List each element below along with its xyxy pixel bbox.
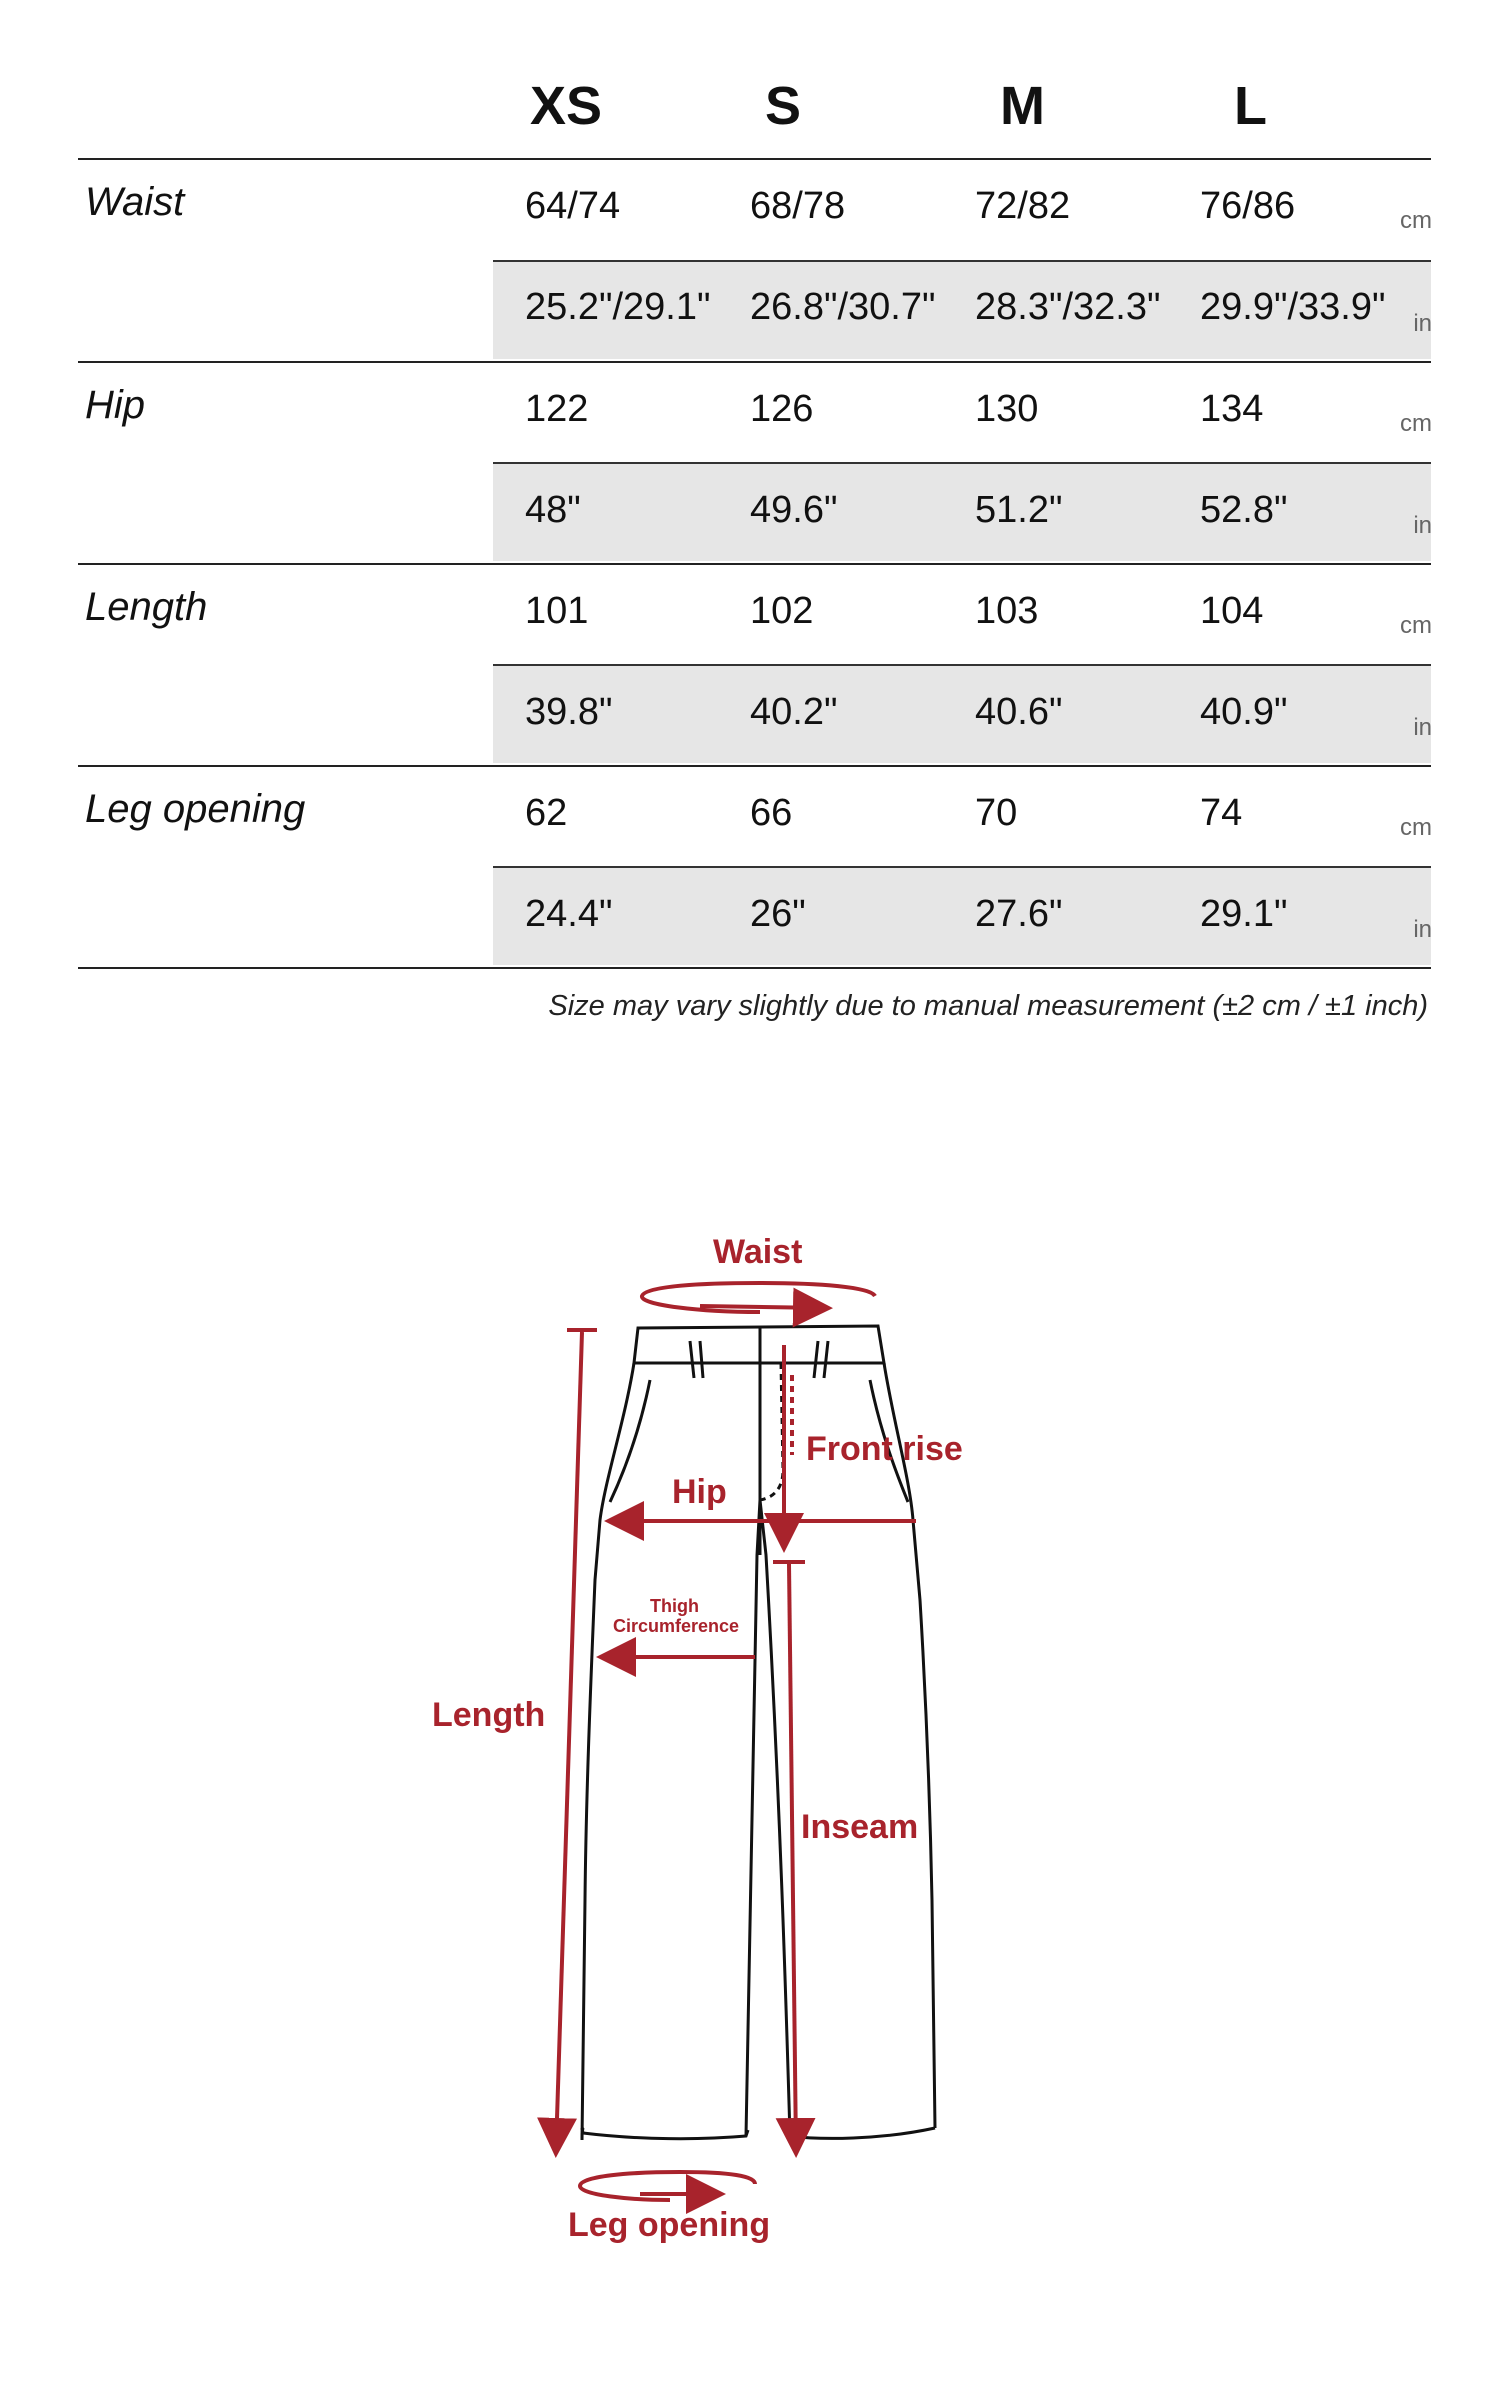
waist-cm-xs: 64/74 [525,185,621,227]
length-cm-m: 103 [975,590,1039,632]
waist-in-m: 28.3"/32.3" [975,286,1161,328]
leg-in-l: 29.1" [1200,893,1288,935]
front-rise-arrow [784,1345,792,1545]
unit-in: in [1413,714,1432,741]
unit-in: in [1413,512,1432,539]
hip-cm-m: 130 [975,388,1039,430]
length-cm-s: 102 [750,590,814,632]
waist-cm-l: 76/86 [1200,185,1296,227]
leg-cm-m: 70 [975,792,1018,834]
unit-in: in [1413,310,1432,337]
size-l: L [1234,76,1267,136]
unit-in: in [1413,916,1432,943]
label-circumference: Circumference [613,1616,740,1636]
length-in-l: 40.9" [1200,691,1288,733]
length-in-s: 40.2" [750,691,838,733]
leg-cm-l: 74 [1200,792,1243,834]
leg-in-s: 26" [750,893,806,935]
size-xs: XS [530,76,603,136]
waist-cm-s: 68/78 [750,185,846,227]
length-in-m: 40.6" [975,691,1063,733]
unit-cm: cm [1400,814,1432,841]
length-cm-xs: 101 [525,590,589,632]
unit-cm: cm [1400,207,1432,234]
length-arrow [556,1330,597,2150]
leg-cm-s: 66 [750,792,793,834]
hip-in-s: 49.6" [750,489,838,531]
leg-cm-xs: 62 [525,792,568,834]
label-length: Length [432,1696,546,1734]
measurement-note: Size may vary slightly due to manual measurement (±2 cm / ±1 inch) [548,990,1428,1022]
unit-cm: cm [1400,612,1432,639]
leg-in-xs: 24.4" [525,893,613,935]
label-waist: Waist [713,1233,803,1271]
unit-cm: cm [1400,410,1432,437]
label-leg-opening: Leg opening [568,2206,771,2244]
label-hip: Hip [672,1473,727,1511]
length-cm-l: 104 [1200,590,1264,632]
row-label-waist: Waist [85,180,185,224]
waist-arrow [642,1283,875,1312]
hip-in-m: 51.2" [975,489,1063,531]
hip-in-l: 52.8" [1200,489,1288,531]
length-in-xs: 39.8" [525,691,613,733]
row-label-length: Length [85,585,208,629]
hip-in-xs: 48" [525,489,581,531]
row-label-leg-opening: Leg opening [85,787,306,831]
label-thigh: Thigh [650,1596,699,1616]
row-label-hip: Hip [85,383,146,427]
waist-in-s: 26.8"/30.7" [750,286,936,328]
label-inseam: Inseam [801,1808,919,1846]
size-s: S [765,76,802,136]
leg-in-m: 27.6" [975,893,1063,935]
hip-cm-l: 134 [1200,388,1264,430]
waist-in-xs: 25.2"/29.1" [525,286,711,328]
waist-in-l: 29.9"/33.9" [1200,286,1386,328]
hip-cm-xs: 122 [525,388,589,430]
label-front-rise: Front rise [806,1430,963,1468]
hip-cm-s: 126 [750,388,814,430]
waist-cm-m: 72/82 [975,185,1071,227]
leg-opening-arrow [580,2172,755,2200]
size-m: M [1000,76,1045,136]
